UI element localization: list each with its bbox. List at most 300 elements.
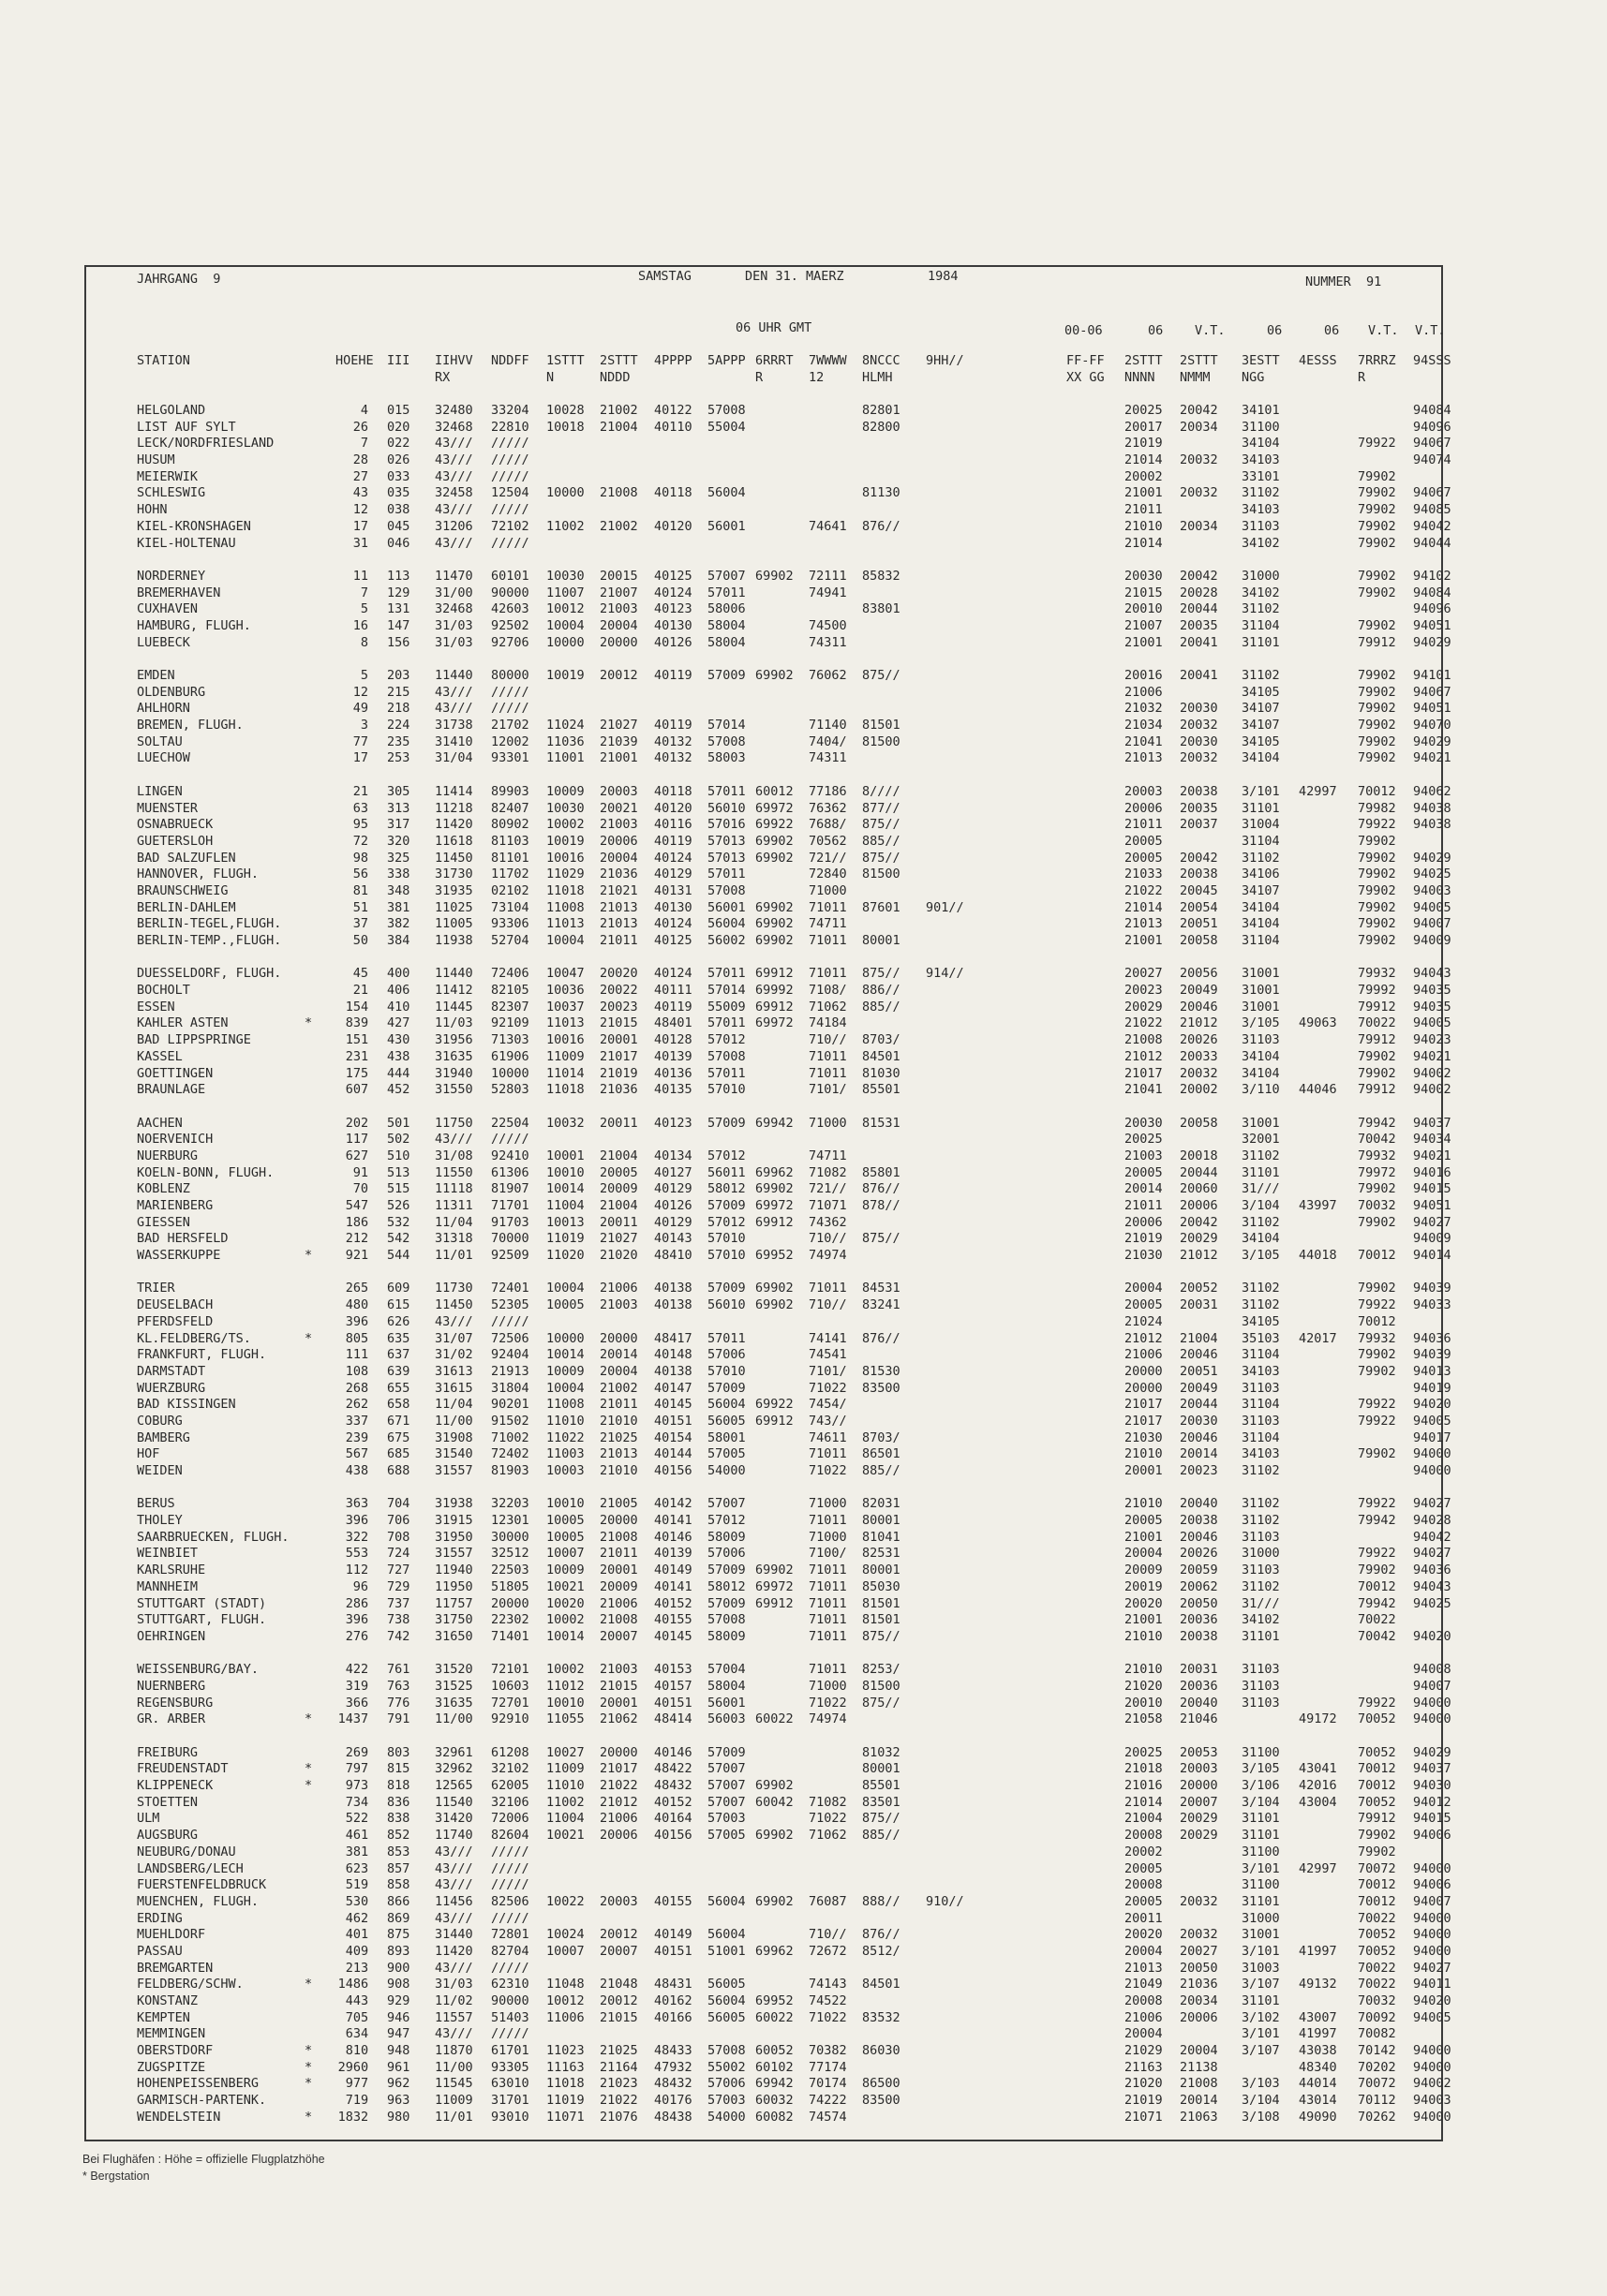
synop-group: 70092 bbox=[1358, 2009, 1396, 2025]
synop-group: 10014 bbox=[546, 1181, 585, 1197]
synop-group: 10002 bbox=[546, 1662, 585, 1678]
synop-group: 21019 bbox=[1124, 436, 1163, 452]
synop-group: 79902 bbox=[1358, 1065, 1396, 1081]
synop-group: 30000 bbox=[491, 1529, 529, 1545]
synop-group: 20052 bbox=[1180, 1281, 1218, 1296]
synop-group: 48414 bbox=[654, 1711, 692, 1727]
synop-group: 70000 bbox=[491, 1231, 529, 1247]
synop-group: 86500 bbox=[862, 2076, 900, 2092]
synop-group: 20049 bbox=[1180, 1380, 1218, 1396]
synop-group: 57006 bbox=[707, 2076, 746, 2092]
synop-group: 21015 bbox=[600, 2009, 638, 2025]
station-height: 553 bbox=[345, 1546, 369, 1562]
station-height: 21 bbox=[352, 783, 369, 799]
synop-group: 20036 bbox=[1180, 1678, 1218, 1694]
synop-group: 69972 bbox=[755, 1015, 794, 1031]
synop-group: ///// bbox=[491, 502, 529, 518]
synop-group: 74184 bbox=[809, 1015, 847, 1031]
synop-group: 56002 bbox=[707, 933, 746, 948]
synop-group: 40149 bbox=[654, 1927, 692, 1943]
synop-group: 31100 bbox=[1242, 419, 1280, 435]
synop-group: 763 bbox=[387, 1678, 410, 1694]
synop-group: 34102 bbox=[1242, 535, 1280, 551]
synop-group: 21076 bbox=[600, 2109, 638, 2125]
synop-group: 43/// bbox=[435, 535, 473, 551]
synop-group: 79912 bbox=[1358, 1032, 1396, 1048]
synop-group: 852 bbox=[387, 1828, 410, 1844]
synop-group: 20032 bbox=[1180, 452, 1218, 468]
synop-group: 72402 bbox=[491, 1446, 529, 1462]
synop-group: 20030 bbox=[1124, 568, 1163, 584]
synop-group: 10005 bbox=[546, 1297, 585, 1313]
synop-group: 81531 bbox=[862, 1115, 900, 1131]
station-name: BREMERHAVEN bbox=[137, 585, 221, 600]
synop-group: 11/01 bbox=[435, 2109, 473, 2125]
synop-group: 20000 bbox=[1124, 1380, 1163, 1396]
synop-group: 71011 bbox=[809, 1446, 847, 1462]
synop-group: 20012 bbox=[600, 1993, 638, 2008]
synop-group: 8703/ bbox=[862, 1032, 900, 1048]
synop-group: 20034 bbox=[1180, 419, 1218, 435]
synop-group: 21004 bbox=[600, 1148, 638, 1163]
synop-group: 82031 bbox=[862, 1496, 900, 1512]
synop-group: 20023 bbox=[1124, 983, 1163, 999]
synop-group: 40131 bbox=[654, 882, 692, 898]
station-name: KONSTANZ bbox=[137, 1993, 199, 2008]
synop-group: 40129 bbox=[654, 1181, 692, 1197]
station-name: CUXHAVEN bbox=[137, 601, 199, 617]
synop-group: 348 bbox=[387, 882, 410, 898]
synop-group: 40151 bbox=[654, 1943, 692, 1959]
synop-group: 40128 bbox=[654, 1032, 692, 1048]
synop-group: 11003 bbox=[546, 1446, 585, 1462]
synop-group: 10004 bbox=[546, 1380, 585, 1396]
synop-group: 20056 bbox=[1180, 966, 1218, 982]
synop-group: 21039 bbox=[600, 733, 638, 749]
mountain-station-mark: * bbox=[305, 1778, 313, 1794]
synop-group: 70072 bbox=[1358, 2076, 1396, 2092]
synop-group: 20045 bbox=[1180, 882, 1218, 898]
station-name: ERDING bbox=[137, 1910, 183, 1926]
synop-group: 57009 bbox=[707, 668, 746, 683]
station-name: FREIBURG bbox=[137, 1744, 199, 1760]
col-06-label-c: 06 bbox=[1324, 323, 1340, 338]
synop-group: 910// bbox=[926, 1893, 964, 1909]
synop-group: 914// bbox=[926, 966, 964, 982]
synop-group: 79902 bbox=[1358, 1347, 1396, 1363]
station-height: 396 bbox=[345, 1612, 369, 1628]
synop-group: 94007 bbox=[1413, 916, 1451, 932]
synop-group: 875// bbox=[862, 1628, 900, 1644]
column-header: III bbox=[387, 353, 410, 368]
synop-group: 11440 bbox=[435, 668, 473, 683]
synop-group: 11870 bbox=[435, 2043, 473, 2059]
station-height: 231 bbox=[345, 1048, 369, 1064]
synop-group: 20004 bbox=[600, 1363, 638, 1379]
synop-group: 542 bbox=[387, 1231, 410, 1247]
synop-group: 43/// bbox=[435, 1877, 473, 1893]
synop-group: 838 bbox=[387, 1811, 410, 1827]
synop-group: 57014 bbox=[707, 718, 746, 733]
synop-group: 129 bbox=[387, 585, 410, 600]
synop-group: 21004 bbox=[600, 1198, 638, 1213]
synop-group: 48417 bbox=[654, 1330, 692, 1346]
synop-group: 79902 bbox=[1358, 750, 1396, 766]
synop-group: 92109 bbox=[491, 1015, 529, 1031]
synop-group: 94038 bbox=[1413, 817, 1451, 833]
synop-group: 10007 bbox=[546, 1943, 585, 1959]
synop-group: 57009 bbox=[707, 1744, 746, 1760]
issue-number: NUMMER 91 bbox=[1305, 274, 1382, 289]
synop-group: 20016 bbox=[1124, 668, 1163, 683]
synop-group: 57007 bbox=[707, 1496, 746, 1512]
synop-group: 94013 bbox=[1413, 1363, 1451, 1379]
station-height: 212 bbox=[345, 1231, 369, 1247]
synop-group: 34107 bbox=[1242, 882, 1280, 898]
synop-group: 21006 bbox=[1124, 2009, 1163, 2025]
synop-group: 94029 bbox=[1413, 850, 1451, 866]
synop-group: 71062 bbox=[809, 1828, 847, 1844]
synop-group: 56004 bbox=[707, 916, 746, 932]
synop-group: 57012 bbox=[707, 1148, 746, 1163]
synop-group: 70072 bbox=[1358, 1860, 1396, 1876]
synop-group: 20006 bbox=[1180, 1198, 1218, 1213]
synop-group: 31540 bbox=[435, 1446, 473, 1462]
synop-group: 83532 bbox=[862, 2009, 900, 2025]
synop-group: 70012 bbox=[1358, 1778, 1396, 1794]
synop-group: 015 bbox=[387, 403, 410, 418]
synop-group: 70142 bbox=[1358, 2043, 1396, 2059]
synop-group: 49063 bbox=[1299, 1015, 1337, 1031]
synop-group: 31004 bbox=[1242, 817, 1280, 833]
synop-group: 21017 bbox=[600, 1048, 638, 1064]
synop-group: 045 bbox=[387, 518, 410, 534]
synop-group: 81101 bbox=[491, 850, 529, 866]
synop-group: 31750 bbox=[435, 1612, 473, 1628]
synop-group: 10001 bbox=[546, 1148, 585, 1163]
synop-group: ///// bbox=[491, 452, 529, 468]
synop-group: 11/00 bbox=[435, 2059, 473, 2075]
synop-group: 21033 bbox=[1124, 867, 1163, 882]
synop-group: 79942 bbox=[1358, 1115, 1396, 1131]
station-name: BOCHOLT bbox=[137, 983, 190, 999]
synop-group: 20011 bbox=[600, 1214, 638, 1230]
synop-group: 20006 bbox=[1124, 1214, 1163, 1230]
synop-group: 11010 bbox=[546, 1778, 585, 1794]
synop-group: 58001 bbox=[707, 1429, 746, 1445]
synop-group: 56004 bbox=[707, 1893, 746, 1909]
synop-group: 31101 bbox=[1242, 1811, 1280, 1827]
synop-group: 20053 bbox=[1180, 1744, 1218, 1760]
synop-group: 21032 bbox=[1124, 701, 1163, 717]
synop-group: 94000 bbox=[1413, 1446, 1451, 1462]
synop-group: 020 bbox=[387, 419, 410, 435]
synop-group: 57010 bbox=[707, 1082, 746, 1098]
synop-group: 11/03 bbox=[435, 1015, 473, 1031]
synop-group: 31104 bbox=[1242, 833, 1280, 849]
synop-group: 70042 bbox=[1358, 1628, 1396, 1644]
synop-group: 79902 bbox=[1358, 701, 1396, 717]
synop-group: 57012 bbox=[707, 1214, 746, 1230]
synop-group: 32001 bbox=[1242, 1132, 1280, 1148]
station-name: DUESSELDORF, FLUGH. bbox=[137, 966, 282, 982]
synop-group: 31101 bbox=[1242, 800, 1280, 816]
synop-group: 40156 bbox=[654, 1463, 692, 1478]
synop-group: 11019 bbox=[546, 1231, 585, 1247]
synop-group: ///// bbox=[491, 535, 529, 551]
synop-group: 515 bbox=[387, 1181, 410, 1197]
synop-group: 452 bbox=[387, 1082, 410, 1098]
synop-group: 94015 bbox=[1413, 1181, 1451, 1197]
year-label: 1984 bbox=[928, 269, 959, 284]
synop-group: 20026 bbox=[1180, 1546, 1218, 1562]
station-name: COBURG bbox=[137, 1413, 183, 1429]
synop-group: 94021 bbox=[1413, 750, 1451, 766]
synop-group: 31/02 bbox=[435, 1347, 473, 1363]
column-header: NDDD bbox=[600, 370, 631, 385]
synop-group: 20060 bbox=[1180, 1181, 1218, 1197]
station-height: 973 bbox=[345, 1778, 369, 1794]
synop-group: 48422 bbox=[654, 1761, 692, 1777]
synop-group: 74362 bbox=[809, 1214, 847, 1230]
synop-group: 44018 bbox=[1299, 1248, 1337, 1264]
station-name: BAD HERSFELD bbox=[137, 1231, 229, 1247]
synop-group: 908 bbox=[387, 1977, 410, 1992]
station-height: 705 bbox=[345, 2009, 369, 2025]
synop-group: 40152 bbox=[654, 1595, 692, 1611]
synop-group: 3/102 bbox=[1242, 2009, 1280, 2025]
volume-label: JAHRGANG 9 bbox=[137, 272, 221, 287]
synop-group: 40126 bbox=[654, 634, 692, 650]
synop-group: 34102 bbox=[1242, 585, 1280, 600]
synop-group: 20041 bbox=[1180, 634, 1218, 650]
synop-group: 34103 bbox=[1242, 1363, 1280, 1379]
synop-group: 60022 bbox=[755, 1711, 794, 1727]
synop-group: 20011 bbox=[1124, 1910, 1163, 1926]
synop-group: 94000 bbox=[1413, 1927, 1451, 1943]
synop-group: 43/// bbox=[435, 2026, 473, 2042]
synop-group: 20007 bbox=[600, 1628, 638, 1644]
station-name: KOBLENZ bbox=[137, 1181, 190, 1197]
station-name: FELDBERG/SCHW. bbox=[137, 1977, 244, 1992]
synop-group: 94005 bbox=[1413, 1413, 1451, 1429]
synop-group: 11010 bbox=[546, 1413, 585, 1429]
synop-group: 929 bbox=[387, 1993, 410, 2008]
synop-group: 57003 bbox=[707, 1811, 746, 1827]
column-header: R bbox=[755, 370, 764, 385]
synop-group: 655 bbox=[387, 1380, 410, 1396]
synop-group: 94002 bbox=[1413, 2076, 1451, 2092]
synop-group: 73104 bbox=[491, 899, 529, 915]
synop-group: 57016 bbox=[707, 817, 746, 833]
synop-group: 43/// bbox=[435, 1860, 473, 1876]
synop-group: 893 bbox=[387, 1943, 410, 1959]
synop-group: 818 bbox=[387, 1778, 410, 1794]
station-height: 797 bbox=[345, 1761, 369, 1777]
synop-group: 20007 bbox=[1180, 1794, 1218, 1810]
synop-group: 10003 bbox=[546, 1463, 585, 1478]
synop-group: 31420 bbox=[435, 1811, 473, 1827]
synop-group: 626 bbox=[387, 1313, 410, 1329]
synop-group: 70262 bbox=[1358, 2109, 1396, 2125]
synop-group: 40138 bbox=[654, 1281, 692, 1296]
synop-group: 58004 bbox=[707, 617, 746, 633]
synop-group: 21003 bbox=[600, 1662, 638, 1678]
synop-group: 20001 bbox=[600, 1563, 638, 1578]
synop-group: 58012 bbox=[707, 1578, 746, 1594]
station-name: FRANKFURT, FLUGH. bbox=[137, 1347, 267, 1363]
synop-group: 31104 bbox=[1242, 1347, 1280, 1363]
synop-group: 81903 bbox=[491, 1463, 529, 1478]
column-header: 2STTT bbox=[1124, 353, 1163, 368]
synop-group: 57009 bbox=[707, 1563, 746, 1578]
synop-group: 131 bbox=[387, 601, 410, 617]
synop-group: 21019 bbox=[600, 1065, 638, 1081]
station-name: EMDEN bbox=[137, 668, 175, 683]
synop-group: 69902 bbox=[755, 1563, 794, 1578]
synop-group: 10009 bbox=[546, 1563, 585, 1578]
synop-group: 7101/ bbox=[809, 1363, 847, 1379]
synop-group: 21003 bbox=[600, 1297, 638, 1313]
synop-group: 94005 bbox=[1413, 2009, 1451, 2025]
synop-group: 20029 bbox=[1124, 999, 1163, 1015]
synop-group: 58004 bbox=[707, 1678, 746, 1694]
synop-group: 34104 bbox=[1242, 1065, 1280, 1081]
synop-group: 31635 bbox=[435, 1695, 473, 1711]
synop-group: 20019 bbox=[1124, 1578, 1163, 1594]
synop-group: 40151 bbox=[654, 1695, 692, 1711]
synop-group: ///// bbox=[491, 2026, 529, 2042]
synop-group: 79922 bbox=[1358, 436, 1396, 452]
synop-group: 83500 bbox=[862, 1380, 900, 1396]
station-name: AACHEN bbox=[137, 1115, 183, 1131]
synop-group: 21017 bbox=[1124, 1413, 1163, 1429]
synop-group: 21013 bbox=[1124, 1960, 1163, 1976]
synop-group: 43/// bbox=[435, 452, 473, 468]
synop-group: 31103 bbox=[1242, 1662, 1280, 1678]
synop-group: 94007 bbox=[1413, 1893, 1451, 1909]
synop-group: ///// bbox=[491, 1132, 529, 1148]
column-header: NNNN bbox=[1124, 370, 1155, 385]
synop-group: 31/00 bbox=[435, 585, 473, 600]
synop-group: 20034 bbox=[1180, 518, 1218, 534]
synop-group: 20020 bbox=[600, 966, 638, 982]
synop-group: 91502 bbox=[491, 1413, 529, 1429]
synop-group: 90000 bbox=[491, 1993, 529, 2008]
synop-group: 11012 bbox=[546, 1678, 585, 1694]
synop-group: 84501 bbox=[862, 1977, 900, 1992]
column-header: 1STTT bbox=[546, 353, 585, 368]
synop-group: 91703 bbox=[491, 1214, 529, 1230]
synop-group: 742 bbox=[387, 1628, 410, 1644]
synop-group: 875// bbox=[862, 1695, 900, 1711]
synop-group: 31100 bbox=[1242, 1877, 1280, 1893]
synop-group: 20009 bbox=[600, 1578, 638, 1594]
synop-group: 86501 bbox=[862, 1446, 900, 1462]
synop-group: 11940 bbox=[435, 1563, 473, 1578]
synop-group: 21022 bbox=[600, 1778, 638, 1794]
synop-group: 55002 bbox=[707, 2059, 746, 2075]
synop-group: 11557 bbox=[435, 2009, 473, 2025]
synop-group: 658 bbox=[387, 1397, 410, 1413]
synop-group: 81103 bbox=[491, 833, 529, 849]
station-height: 77 bbox=[352, 733, 369, 749]
synop-group: 69902 bbox=[755, 916, 794, 932]
synop-group: 11020 bbox=[546, 1248, 585, 1264]
synop-group: 20007 bbox=[600, 1943, 638, 1959]
synop-group: 046 bbox=[387, 535, 410, 551]
synop-group: 57006 bbox=[707, 1546, 746, 1562]
synop-group: 56010 bbox=[707, 1297, 746, 1313]
synop-group: 31557 bbox=[435, 1463, 473, 1478]
station-height: 438 bbox=[345, 1463, 369, 1478]
synop-group: 20032 bbox=[1180, 1927, 1218, 1943]
station-height: 623 bbox=[345, 1860, 369, 1876]
station-height: 28 bbox=[352, 452, 369, 468]
synop-group: 84531 bbox=[862, 1281, 900, 1296]
synop-group: 21015 bbox=[1124, 585, 1163, 600]
synop-group: 94014 bbox=[1413, 1248, 1451, 1264]
synop-group: 31550 bbox=[435, 1082, 473, 1098]
synop-group: 21008 bbox=[1124, 1032, 1163, 1048]
synop-group: 635 bbox=[387, 1330, 410, 1346]
synop-group: 79902 bbox=[1358, 733, 1396, 749]
synop-group: 338 bbox=[387, 867, 410, 882]
col-06-label-a: 06 bbox=[1148, 323, 1164, 338]
synop-group: 31410 bbox=[435, 733, 473, 749]
station-name: MUEHLDORF bbox=[137, 1927, 206, 1943]
synop-group: 62005 bbox=[491, 1778, 529, 1794]
synop-group: 21011 bbox=[1124, 817, 1163, 833]
station-name: KARLSRUHE bbox=[137, 1563, 206, 1578]
synop-group: 31938 bbox=[435, 1496, 473, 1512]
synop-group: 94035 bbox=[1413, 999, 1451, 1015]
synop-group: 10028 bbox=[546, 403, 585, 418]
synop-group: 40116 bbox=[654, 817, 692, 833]
synop-group: 71011 bbox=[809, 899, 847, 915]
synop-group: 31101 bbox=[1242, 1164, 1280, 1180]
column-header: 9HH// bbox=[926, 353, 964, 368]
synop-group: 72101 bbox=[491, 1662, 529, 1678]
synop-group: 21030 bbox=[1124, 1429, 1163, 1445]
synop-group: 61208 bbox=[491, 1744, 529, 1760]
synop-group: 21019 bbox=[1124, 2093, 1163, 2109]
station-height: 627 bbox=[345, 1148, 369, 1163]
synop-group: 21002 bbox=[600, 1380, 638, 1396]
station-height: 262 bbox=[345, 1397, 369, 1413]
synop-group: 21012 bbox=[600, 1794, 638, 1810]
synop-group: 40145 bbox=[654, 1628, 692, 1644]
synop-group: 20002 bbox=[1124, 468, 1163, 484]
synop-group: 69912 bbox=[755, 999, 794, 1015]
synop-group: 79932 bbox=[1358, 966, 1396, 982]
synop-group: 20046 bbox=[1180, 1429, 1218, 1445]
synop-group: 7108/ bbox=[809, 983, 847, 999]
synop-group: 11009 bbox=[435, 2093, 473, 2109]
synop-group: 11004 bbox=[546, 1811, 585, 1827]
synop-group: 313 bbox=[387, 800, 410, 816]
synop-group: 21008 bbox=[1180, 2076, 1218, 2092]
synop-group: 43/// bbox=[435, 502, 473, 518]
synop-group: 3/101 bbox=[1242, 1860, 1280, 1876]
synop-group: 11311 bbox=[435, 1198, 473, 1213]
synop-group: 56011 bbox=[707, 1164, 746, 1180]
synop-group: 34106 bbox=[1242, 867, 1280, 882]
synop-group: 20030 bbox=[1124, 1115, 1163, 1131]
synop-group: 11025 bbox=[435, 899, 473, 915]
synop-group: 49090 bbox=[1299, 2109, 1337, 2125]
synop-group: 79902 bbox=[1358, 568, 1396, 584]
